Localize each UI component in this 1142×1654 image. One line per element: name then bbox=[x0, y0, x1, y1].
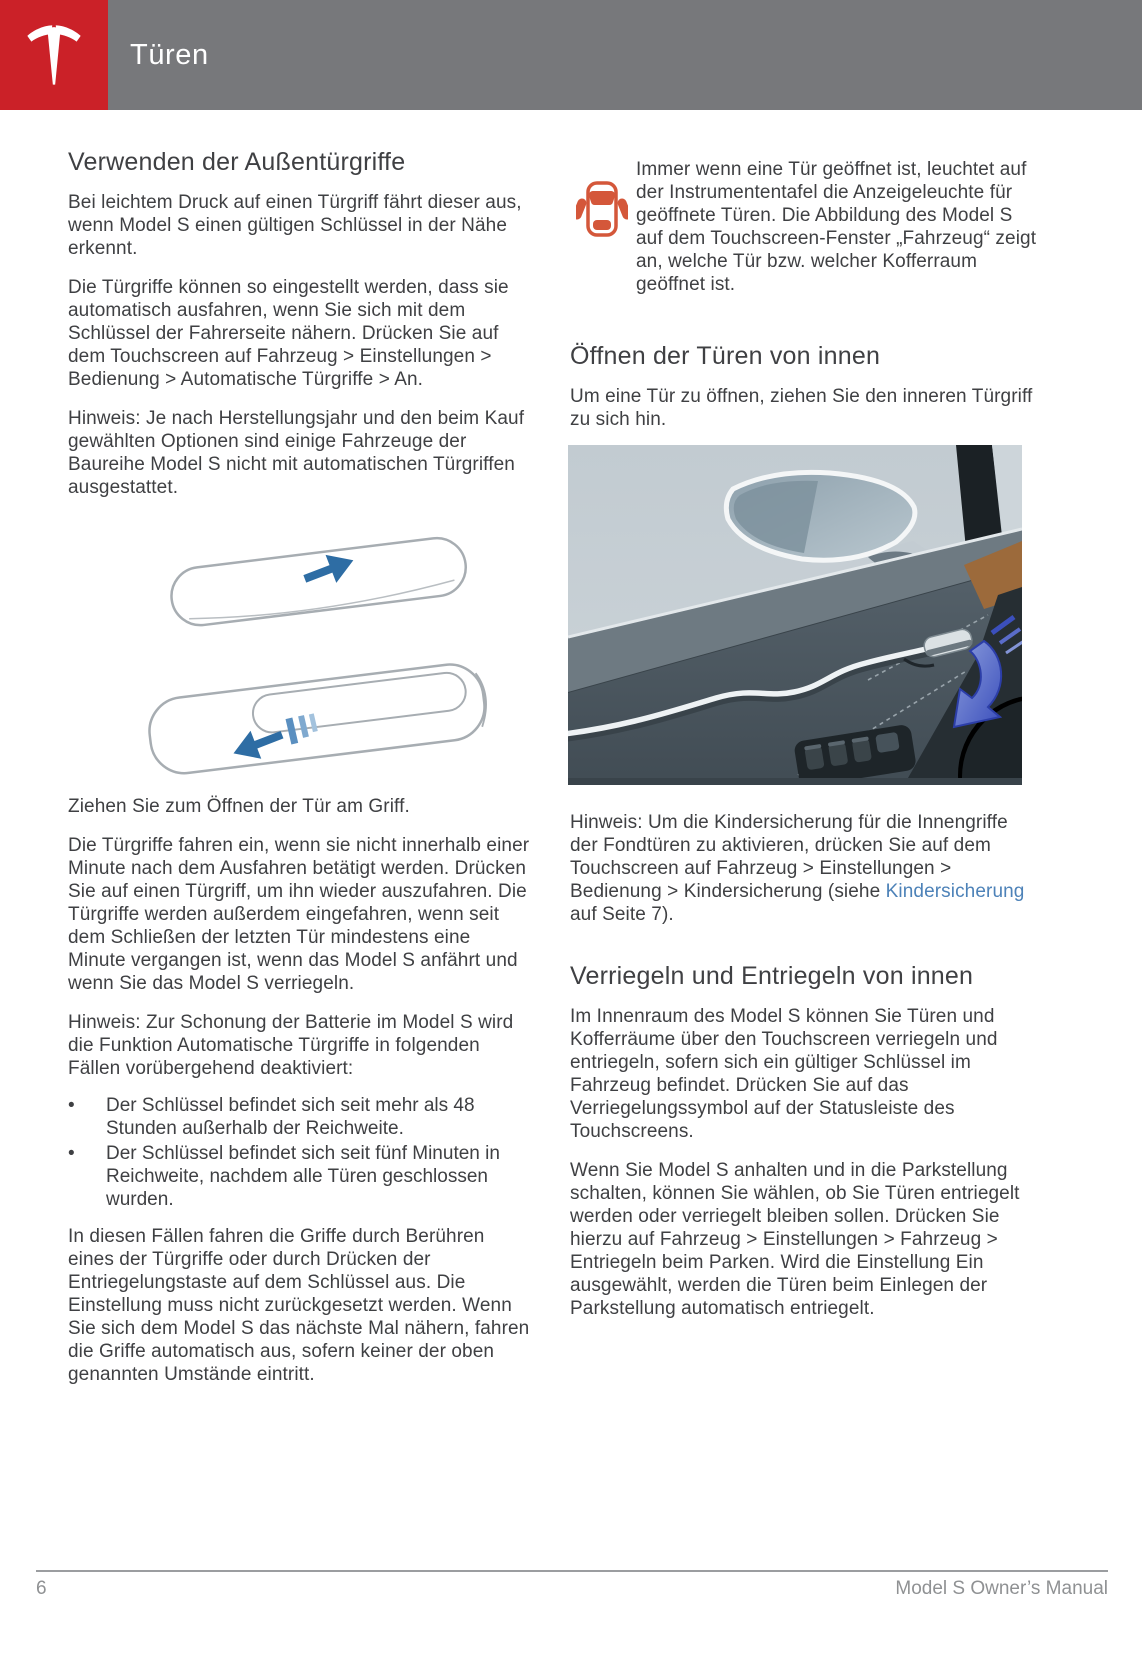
right-column bbox=[570, 158, 1038, 1336]
list-item bbox=[68, 1094, 530, 1140]
tesla-logo-icon bbox=[25, 19, 83, 91]
section-heading-lock-inside: Verriegeln und Entriegeln von innen bbox=[570, 962, 974, 990]
page-footer bbox=[36, 1570, 1108, 1600]
list-item-text: Der Schlüssel befindet sich seit fünf Minuten in Reichweite, nachdem alle Türen geschlossen wurden. bbox=[106, 1143, 500, 1210]
list-item-text: Der Schlüssel befindet sich seit mehr als 48 Stunden außerhalb der Reichweite. bbox=[106, 1095, 475, 1139]
note-text: Hinweis: Um die Kindersicherung für die Innengriffe der Fondtüren zu aktivieren, drücken Sie auf dem Touchscreen auf Fahrzeug > Einstellungen > Bedienung > Kindersicherung (siehe bbox=[570, 812, 1008, 902]
section-heading-open-inside: Öffnen der Türen von innen bbox=[570, 342, 881, 370]
bullet-list bbox=[68, 1094, 530, 1211]
chapter-header-bar bbox=[0, 0, 1142, 110]
paragraph: Im Innenraum des Model S können Sie Türen und Kofferräume über den Touchscreen verriegeln und entriegeln, sofern sich ein gültiger Schlüssel im Fahrzeug befindet. Drücken Sie auf das Verriegelungssymbol auf der Statusleiste des Touchscreens. bbox=[570, 1006, 998, 1142]
left-column bbox=[68, 148, 530, 1402]
manual-title: Model S Owner’s Manual bbox=[895, 1578, 1108, 1599]
bullet-icon: • bbox=[68, 1095, 75, 1116]
door-open-indicator-icon bbox=[576, 178, 628, 240]
paragraph: In diesen Fällen fahren die Griffe durch Berühren eines der Türgriffe oder durch Drücken der Entriegelungstaste auf dem Schlüssel aus. Die Einstellung muss nicht zurückgesetzt werden. Wenn Sie sich dem Model S das nächste Mal nähern, fahren die Griffe automatisch aus, sofern keiner der oben genannten Umstände eintritt. bbox=[68, 1226, 530, 1385]
child-lock-note bbox=[570, 811, 1038, 926]
note-paragraph: Hinweis: Je nach Herstellungsjahr und den beim Kauf gewählten Optionen sind einige Fahrzeuge der Baureihe Model S nicht mit automatischen Türgriffen ausgestattet. bbox=[68, 408, 525, 498]
page-title: Türen bbox=[130, 38, 209, 71]
door-handle-illustration bbox=[116, 523, 520, 789]
interior-door-illustration bbox=[568, 445, 1022, 785]
paragraph: Bei leichtem Druck auf einen Türgriff fährt dieser aus, wenn Model S einen gültigen Schlüssel in der Nähe erkennt. bbox=[68, 192, 522, 259]
page-number: 6 bbox=[36, 1578, 47, 1599]
paragraph: Die Türgriffe können so eingestellt werden, dass sie automatisch ausfahren, wenn Sie sich mit dem Schlüssel der Fahrerseite nähern. Drücken Sie auf dem Touchscreen auf Fahrzeug > Einstellungen > Bedienung > Automatische Türgriffe > An. bbox=[68, 277, 509, 390]
list-item bbox=[68, 1142, 530, 1211]
illustration-caption: Ziehen Sie zum Öffnen der Tür am Griff. bbox=[68, 796, 410, 817]
indicator-note-text: Immer wenn eine Tür geöffnet ist, leuchtet auf der Instrumententafel die Anzeigeleuchte für geöffnete Türen. Die Abbildung des Model S auf dem Touchscreen-Fenster „Fahrzeug“ zeigt an, welche Tür bzw. welcher Kofferraum geöffnet ist. bbox=[636, 159, 1037, 295]
section-heading-outside-handles: Verwenden der Außentürgriffe bbox=[68, 148, 406, 176]
door-open-indicator-note bbox=[570, 158, 1038, 296]
tesla-logo-box bbox=[0, 0, 108, 110]
paragraph: Wenn Sie Model S anhalten und in die Parkstellung schalten, können Sie wählen, ob Sie Türen entriegelt werden oder verriegelt bleiben sollen. Drücken Sie hierzu auf Fahrzeug > Einstellungen > Fahrzeug > Entriegeln beim Parken. Wird die Einstellung Ein ausgewählt, werden die Türen beim Einlegen der Parkstellung automatisch entriegelt. bbox=[570, 1160, 1020, 1319]
bullet-icon: • bbox=[68, 1143, 75, 1164]
kindersicherung-link[interactable]: Kindersicherung bbox=[885, 881, 1025, 902]
paragraph: Die Türgriffe fahren ein, wenn sie nicht innerhalb einer Minute nach dem Ausfahren betätigt werden. Drücken Sie auf einen Türgriff, um ihn wieder auszufahren. Die Türgriffe werden außerdem eingefahren, wenn seit dem Schließen der letzten Tür mindestens eine Minute vergangen ist, wenn das Model S anfährt und wenn Sie das Model S verriegeln. bbox=[68, 835, 530, 994]
note-text: auf Seite 7). bbox=[570, 904, 674, 925]
note-paragraph: Hinweis: Zur Schonung der Batterie im Model S wird die Funktion Automatische Türgriffe in folgenden Fällen vorübergehend deaktiviert: bbox=[68, 1012, 514, 1079]
paragraph: Um eine Tür zu öffnen, ziehen Sie den inneren Türgriff zu sich hin. bbox=[570, 386, 1033, 430]
